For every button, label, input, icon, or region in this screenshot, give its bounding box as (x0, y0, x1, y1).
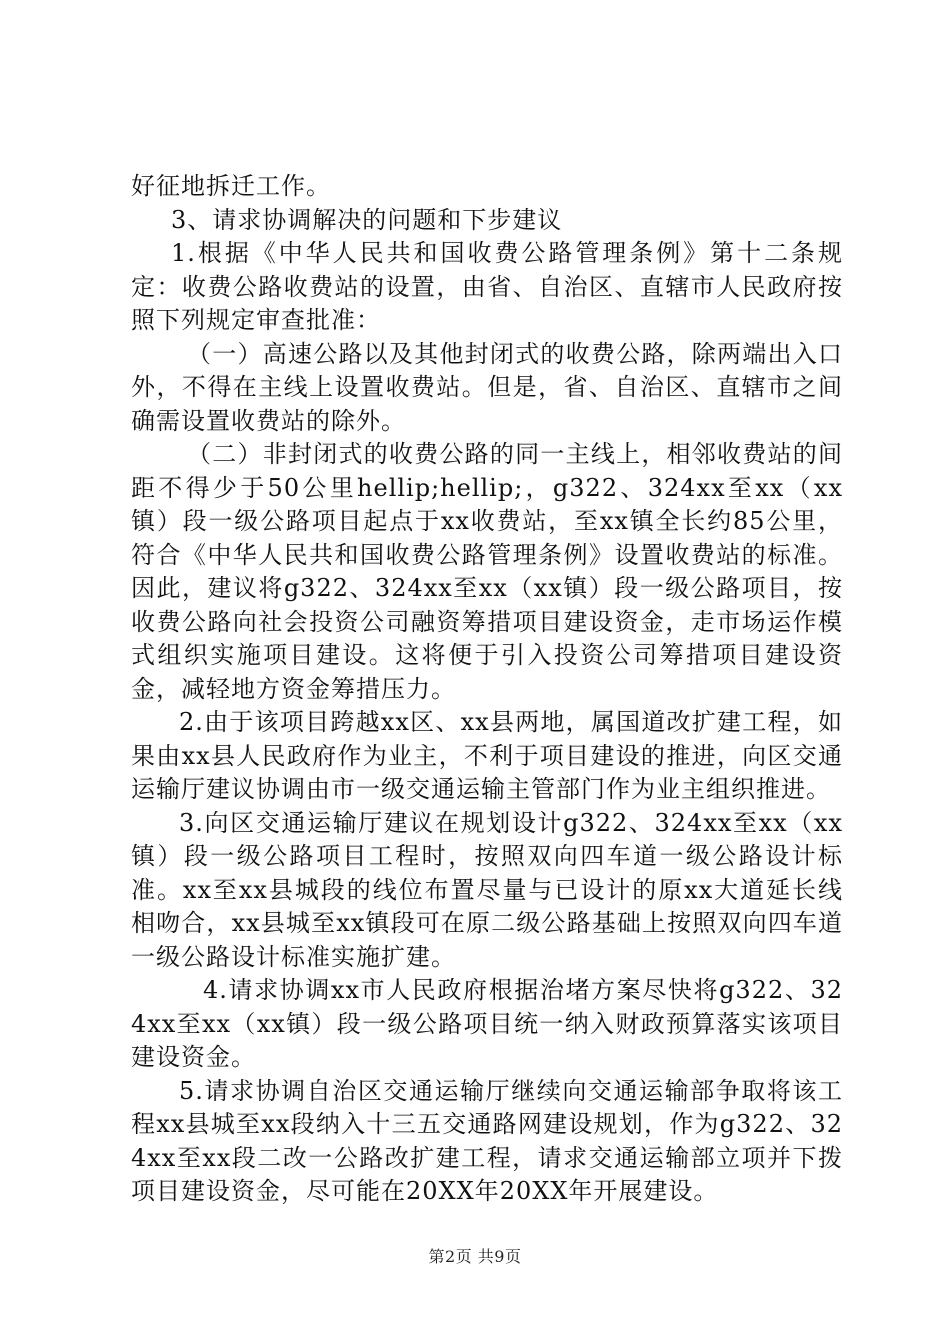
paragraph-item-1: 1.根据《中华人民共和国收费公路管理条例》第十二条规定：收费公路收费站的设置，由省、自治区、直辖市人民政府按照下列规定审查批准： (131, 239, 843, 334)
paragraph-clause-1: （一）高速公路以及其他封闭式的收费公路，除两端出入口外，不得在主线上设置收费站。但是，省、自治区、直辖市之间确需设置收费站的除外。 (131, 339, 843, 435)
paragraph-item-3: 3.向区交通运输厅建议在规划设计g322、324xx至xx（xx镇）段一级公路项目工程时，按照双向四车道一级公路设计标准。xx至xx县城段的线位布置尽量与已设计的原xx大道延长线相吻合，xx县城至xx镇段可在原二级公路基础上按照双向四车道一级公路设计标准实施扩建。 (131, 808, 843, 971)
paragraph-item-4: 4.请求协调xx市人民政府根据治堵方案尽快将g322、324xx至xx（xx镇）段一级公路项目统一纳入财政预算落实该项目建设资金。 (131, 976, 843, 1071)
paragraph-item-5: 5.请求协调自治区交通运输厅继续向交通运输部争取将该工程xx县城至xx段纳入十三五交通路网建设规划，作为g322、324xx至xx段二改一公路改扩建工程，请求交通运输部立项并下拨项目建设资金，尽可能在20XX年20XX年开展建设。 (131, 1076, 843, 1205)
document-body (131, 170, 843, 1209)
paragraph-item-2: 2.由于该项目跨越xx区、xx县两地，属国道改扩建工程，如果由xx县人民政府作为业主，不利于项目建设的推进，向区交通运输厅建议协调由市一级交通运输主管部门作为业主组织推进。 (131, 708, 843, 803)
paragraph-clause-2: （二）非封闭式的收费公路的同一主线上，相邻收费站的间距不得少于50公里hellip;hellip;，g322、324xx至xx（xx镇）段一级公路项目起点于xx收费站，至xx镇全长约85公里，符合《中华人民共和国收费公路管理条例》设置收费站的标准。因此，建议将g322、324xx至xx（xx镇）段一级公路项目，按收费公路向社会投资公司融资筹措项目建设资金，走市场运作模式组织实施项目建设。这将便于引入投资公司筹措项目建设资金，减轻地方资金筹措压力。 (131, 440, 843, 703)
section-heading: 3、请求协调解决的问题和下步建议 (171, 205, 563, 234)
paragraph-continuation: 好征地拆迁工作。 (131, 172, 331, 200)
page-number-footer: 第2页 共9页 (428, 1247, 522, 1266)
